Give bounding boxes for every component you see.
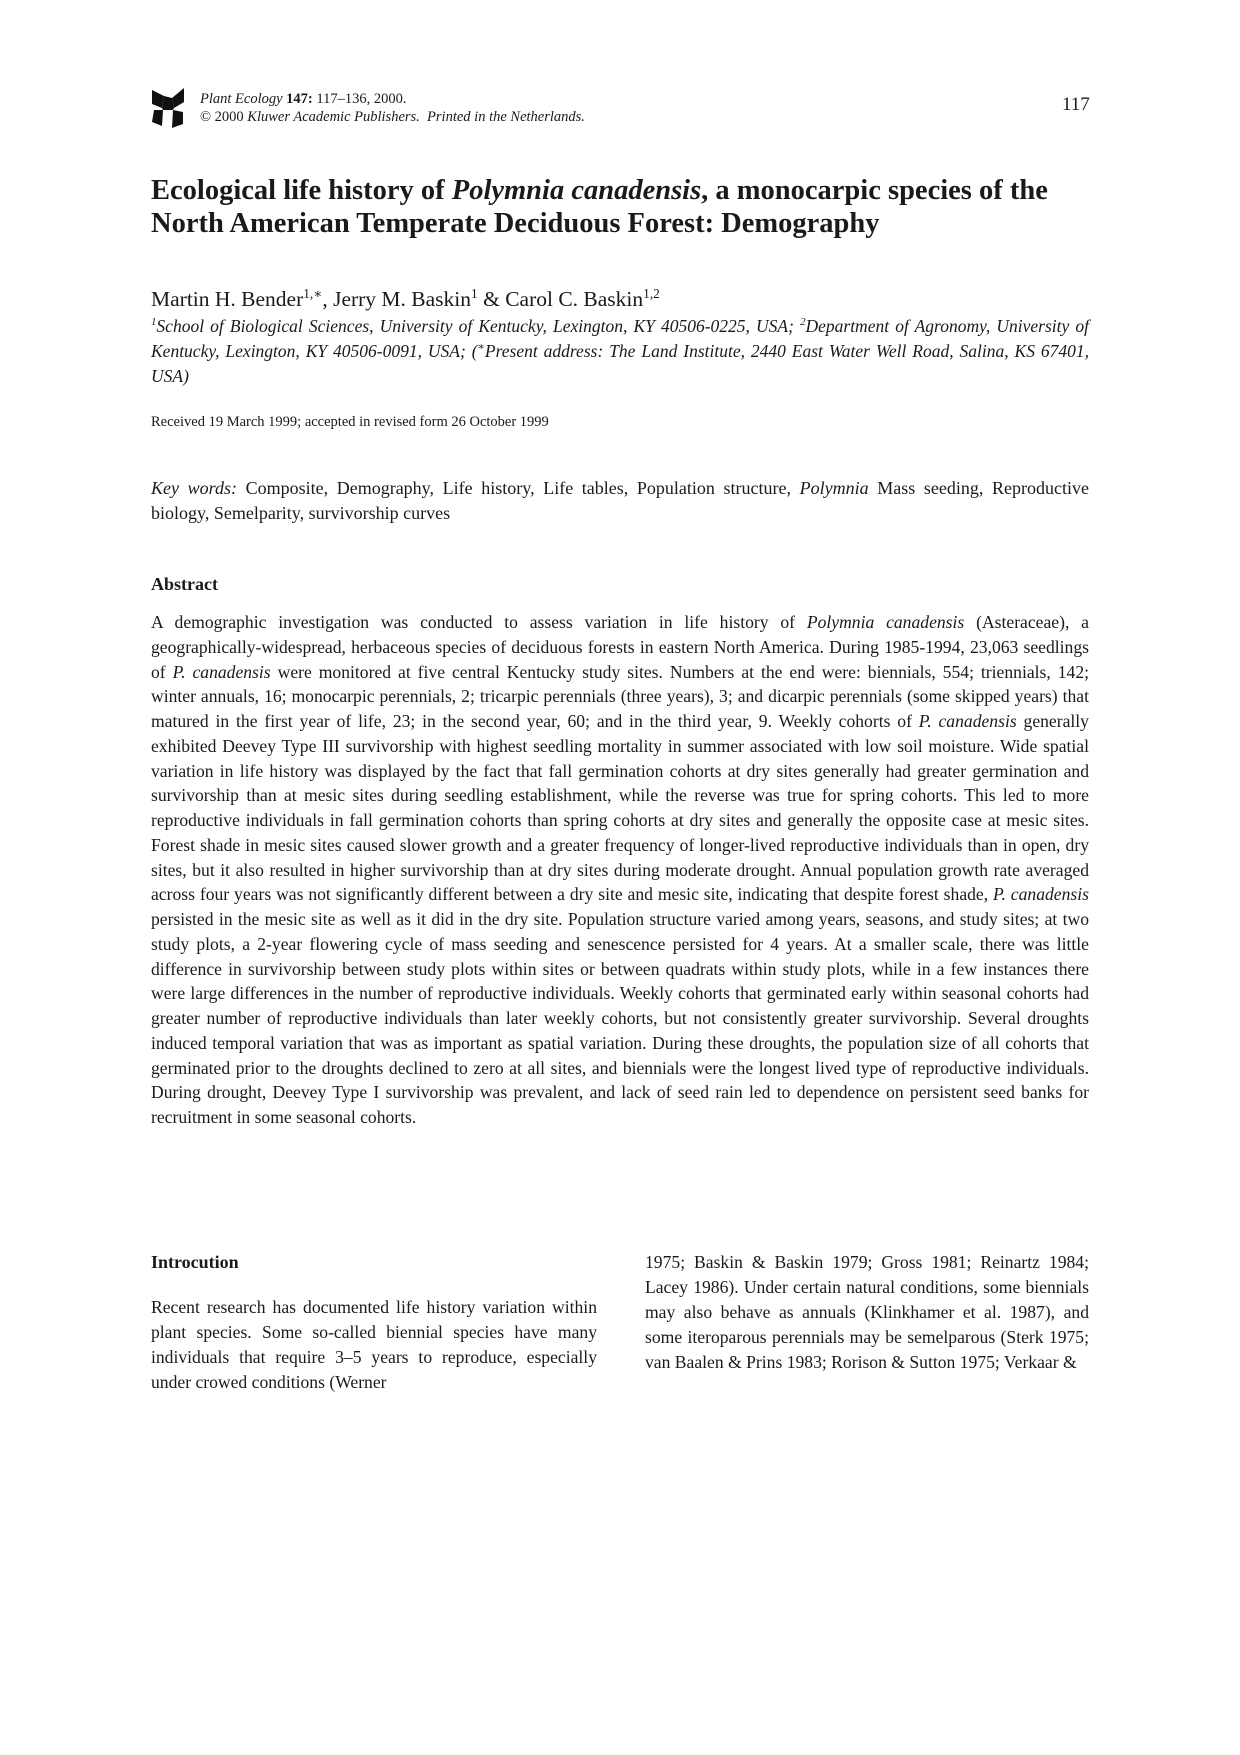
received-dates: Received 19 March 1999; accepted in revised form 26 October 1999 xyxy=(151,414,549,430)
introduction-heading: Introcution xyxy=(151,1252,239,1272)
title-part-2: , a monocarpic species of the North American Temperate Deciduous Forest: Demography xyxy=(151,175,1048,239)
author-affiliation-mark: 1 xyxy=(471,285,478,301)
column-left xyxy=(151,1250,597,1395)
journal-citation xyxy=(200,90,585,126)
affiliation-text: Present address: The Land Institute, 2440 East Water Well Road, Salina, KS 67401, USA) xyxy=(151,341,1089,386)
introduction-text-left: Recent research has documented life history variation within plant species. Some so-called biennial species have many individuals that require 3–5 years to reproduce, especially under crowed conditions (Werner xyxy=(151,1297,597,1392)
keywords-text: Composite, Demography, Life history, Life tables, Population structure, xyxy=(236,478,800,498)
introduction-text-right: 1975; Baskin & Baskin 1979; Gross 1981; Reinartz 1984; Lacey 1986). Under certain natural conditions, some biennials may also behave as annuals (Klinkhamer et al. 1987), and some iteroparous perennials may be semelparous (Sterk 1975; van Baalen & Prins 1983; Rorison & Sutton 1975; Verkaar & xyxy=(645,1252,1089,1372)
keywords-label: Key words: xyxy=(151,478,237,498)
author-affiliations xyxy=(151,314,1089,389)
paper-title xyxy=(151,174,1101,240)
affiliation-text: School of Biological Sciences, University of Kentucky, Lexington, KY 40506-0225, USA; xyxy=(156,316,801,336)
keywords-italic: Polymnia xyxy=(799,478,869,498)
journal-line-2 xyxy=(200,108,585,126)
keywords xyxy=(151,476,1089,526)
abstract-body xyxy=(151,610,1089,1130)
affiliation-mark: ∗ xyxy=(477,341,485,354)
journal-line-1 xyxy=(200,90,585,108)
abstract-species: P. canadensis xyxy=(172,661,271,682)
journal-pages-year: 117–136, 2000. xyxy=(312,91,407,107)
abstract-species: Polymnia canadensis xyxy=(806,612,965,632)
publisher-name: Kluwer Academic Publishers. xyxy=(247,109,420,125)
column-right xyxy=(645,1250,1089,1375)
abstract-text: persisted in the mesic site as well as it did in the dry site. Population structure varied among years, seasons, and study sites; at two study plots, a 2-year flowering cycle of mass seeding and senescence persisted for 4 years. At a smaller scale, there was little difference in survivorship between study plots within sites or between quadrats within study plots, while in a few instances there were large differences in the number of reproductive individuals. Weekly cohorts that germinated early within seasonal cohorts had greater number of reproductive individuals than later weekly cohorts, but not consistently greater survivorship. Several droughts induced temporal variation that was as important as spatial variation. During these droughts, the population size of all cohorts that germinated prior to the droughts declined to zero at all sites, and biennials were the longest lived type of reproductive individuals. During drought, Deevey Type I survivorship was prevalent, and lack of seed rain led to dependence on persistent seed banks for recruitment in some seasonal cohorts. xyxy=(151,909,1089,1127)
affiliation-text: Department of Agronomy, University of Kentucky, Lexington, KY 40506-0091, USA; ( xyxy=(151,316,1089,361)
author-list xyxy=(151,286,660,312)
author-name: Jerry M. Baskin xyxy=(333,287,472,311)
abstract-text: generally exhibited Deevey Type III survivorship with highest seedling mortality in summer associated with low soil moisture. Wide spatial variation in life history was displayed by the fact that fall germination cohorts at dry sites generally had greater germination and survivorship than at mesic sites during seedling establishment, while the reverse was true for spring cohorts. This led to more reproductive individuals in fall germination cohorts than spring cohorts at dry sites and generally the opposite case at mesic sites. Forest shade in mesic sites caused slower growth and a greater frequency of longer-lived reproductive individuals than in open, dry sites, but it also resulted in higher survivorship than at dry sites during moderate drought. Annual population growth rate averaged across four years was not significantly different between a dry site and mesic site, indicating that despite forest shade, xyxy=(151,711,1089,905)
keywords-text: Mass seeding, Reproductive biology, Semelparity, survivorship curves xyxy=(151,478,1089,523)
affiliation-mark: 1 xyxy=(151,316,157,329)
abstract-text: A demographic investigation was conducted to assess variation in life history of xyxy=(151,612,807,632)
abstract-text: (Asteraceae), a geographically-widespread, herbaceous species of deciduous forests in eastern North America. During 1985-1994, 23,063 seedlings of xyxy=(151,612,1089,682)
author-separator: , xyxy=(322,287,334,311)
abstract-species: P. canadensis xyxy=(918,711,1017,731)
title-part-1: Ecological life history of xyxy=(151,175,452,206)
journal-name: Plant Ecology xyxy=(200,91,283,107)
abstract-text: were monitored at five central Kentucky study sites. Numbers at the end were: biennials, 554; triennials, 142; winter annuals, 16; monocarpic perennials, 2; tricarpic perennials (three years), 3; and dicarpic perennials (some skipped years) that matured in the first year of life, 23; in the second year, 60; and in the third year, 9. Weekly cohorts of xyxy=(151,661,1090,731)
affiliation-mark: 2 xyxy=(800,316,806,329)
author-name: Martin H. Bender xyxy=(151,287,304,311)
abstract-heading: Abstract xyxy=(151,574,218,594)
copyright-notice: © 2000 xyxy=(200,109,248,125)
title-species: Polymnia canadensis xyxy=(451,175,702,206)
author-affiliation-mark: 1,2 xyxy=(643,285,660,301)
printed-location: Printed in the Netherlands. xyxy=(419,109,585,125)
abstract-species: P. canadensis xyxy=(993,884,1089,905)
author-affiliation-mark: 1,∗ xyxy=(303,285,323,301)
author-name: Carol C. Baskin xyxy=(505,287,644,311)
publisher-logo-icon xyxy=(150,86,186,130)
page-number: 117 xyxy=(1062,94,1090,115)
author-separator: & xyxy=(477,287,506,311)
journal-volume: 147: xyxy=(286,91,313,107)
